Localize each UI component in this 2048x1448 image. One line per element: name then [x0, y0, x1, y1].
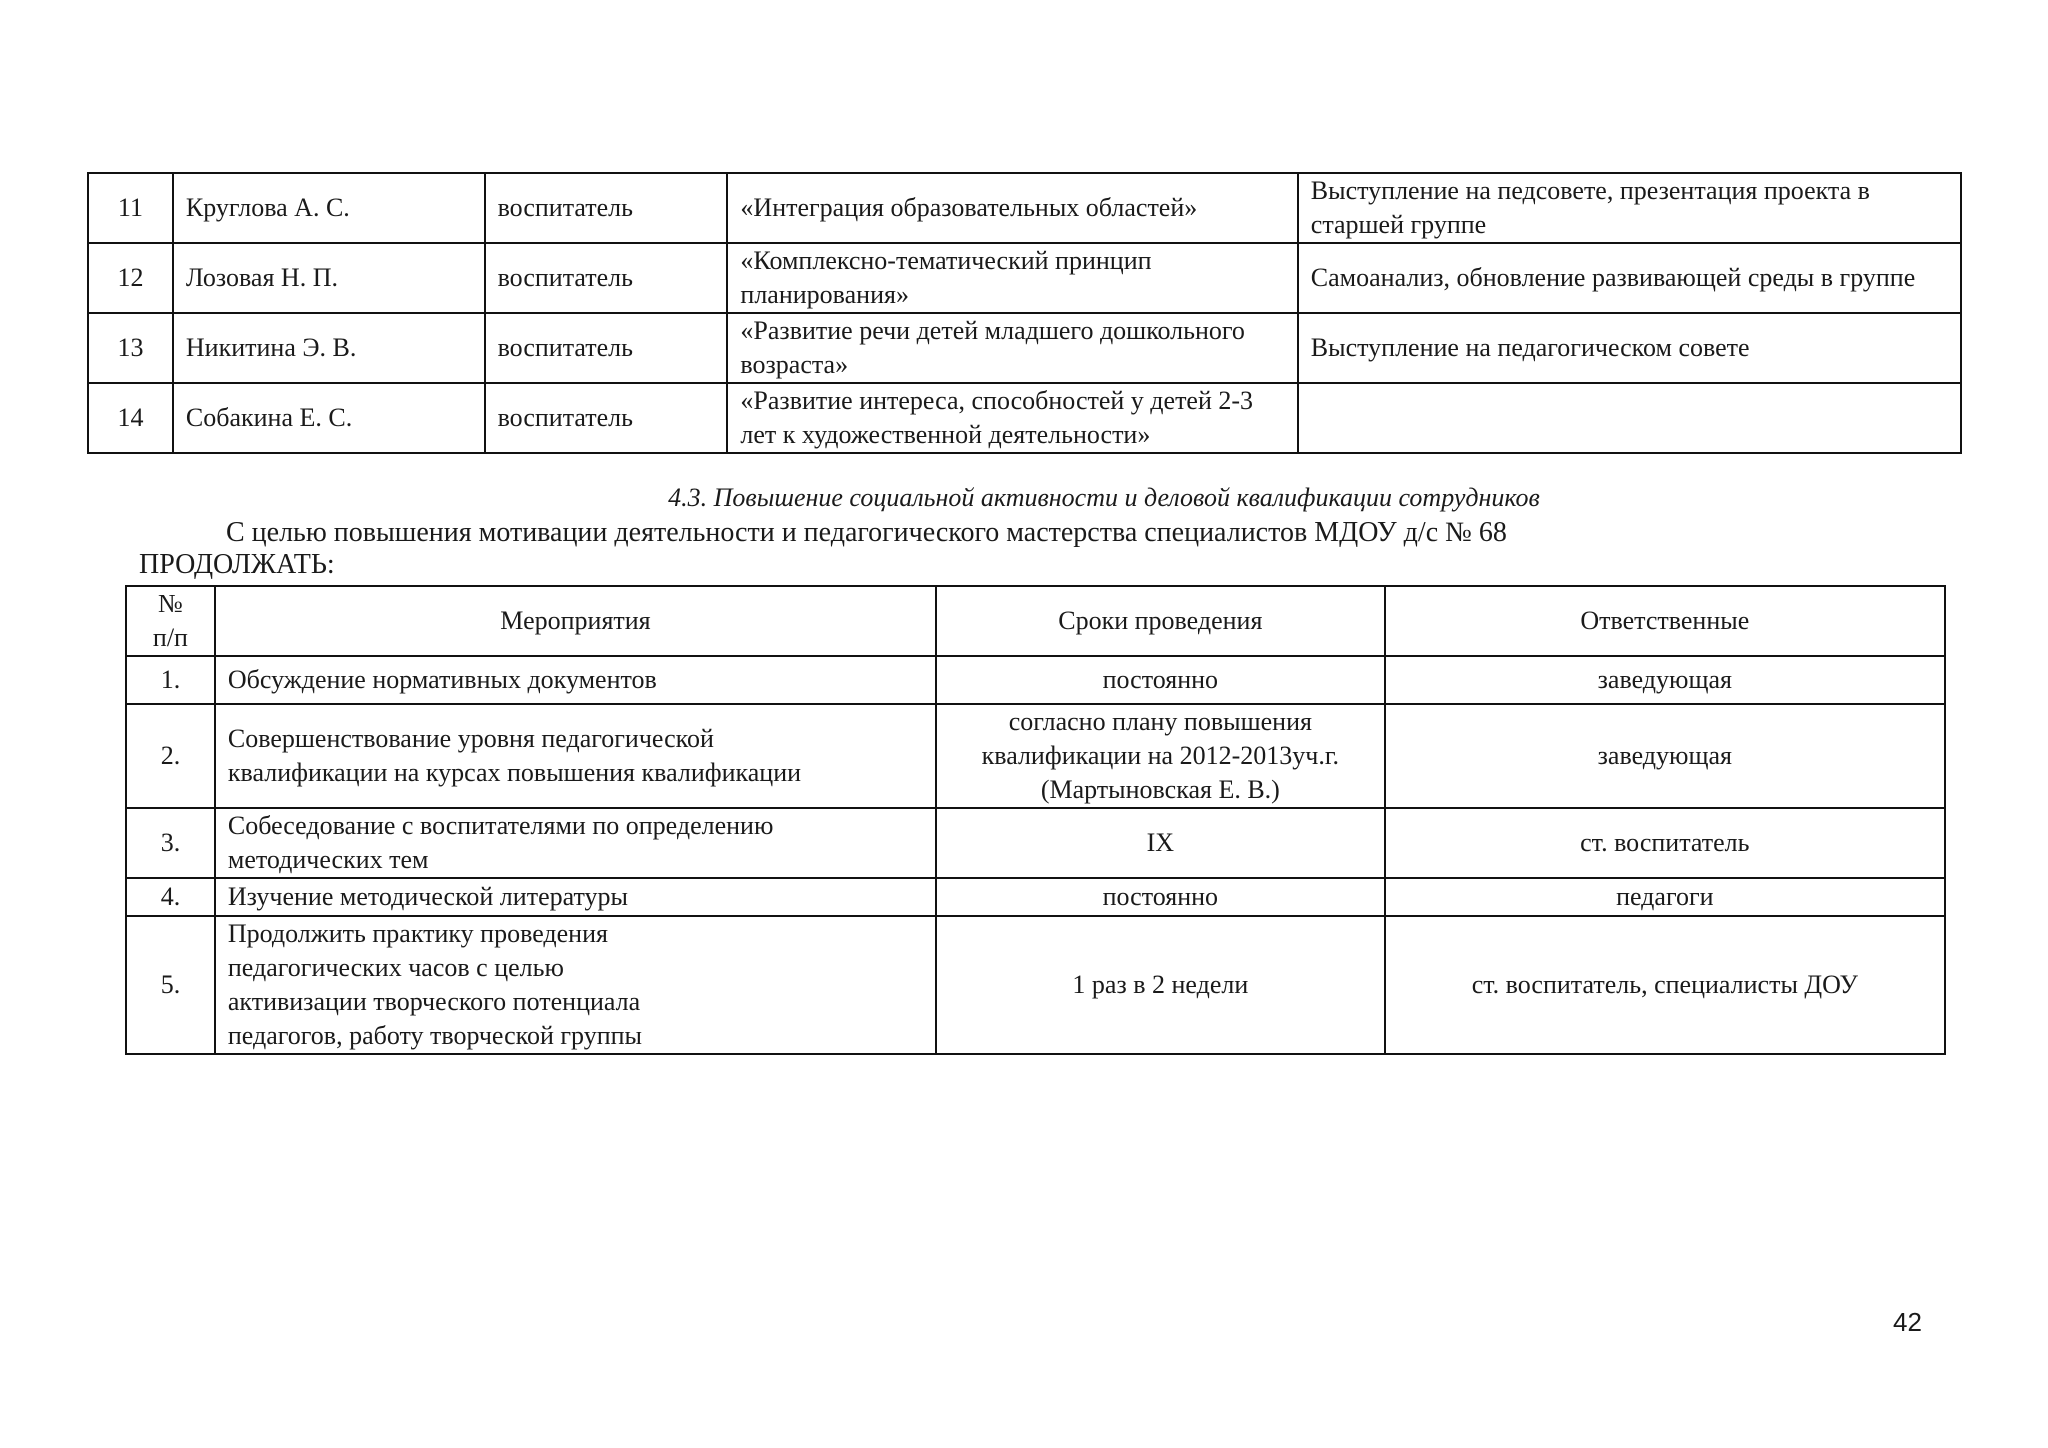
table-row [88, 243, 1961, 313]
teacher-position: воспитатель [485, 243, 728, 313]
row-number: 14 [88, 383, 173, 453]
self-education-topic: «Развитие речи детей младшего дошкольного возраста» [727, 313, 1297, 383]
event-cell: Изучение методической литературы [215, 878, 936, 916]
activities-table [125, 585, 1946, 1055]
teachers-topics-table [87, 172, 1962, 454]
responsible-cell: ст. воспитатель [1385, 808, 1945, 878]
teacher-position: воспитатель [485, 313, 728, 383]
header-dates: Сроки проведения [936, 586, 1385, 656]
result-form: Выступление на педсовете, презентация проекта в старшей группе [1298, 173, 1961, 243]
self-education-topic: «Интеграция образовательных областей» [727, 173, 1297, 243]
teacher-name: Лозовая Н. П. [173, 243, 485, 313]
dates-cell: 1 раз в 2 недели [936, 916, 1385, 1054]
result-form: Выступление на педагогическом совете [1298, 313, 1961, 383]
intro-text: С целью повышения мотивации деятельности и педагогического мастерства специалистов МДОУ д/с № 68 [226, 517, 1507, 548]
table-row [88, 383, 1961, 453]
row-number: 5. [126, 916, 215, 1054]
result-form [1298, 383, 1961, 453]
dates-cell: постоянно [936, 656, 1385, 704]
responsible-cell: заведующая [1385, 656, 1945, 704]
event-cell: Обсуждение нормативных документов [215, 656, 936, 704]
responsible-cell: заведующая [1385, 704, 1945, 808]
responsible-cell: ст. воспитатель, специалисты ДОУ [1385, 916, 1945, 1054]
page-number: 42 [1893, 1307, 1922, 1337]
event-cell: Продолжить практику проведения педагогических часов с целью активизации творческого потенциала педагогов, работу творческой группы [215, 916, 936, 1054]
teacher-name: Никитина Э. В. [173, 313, 485, 383]
row-number: 2. [126, 704, 215, 808]
self-education-topic: «Развитие интереса, способностей у детей 2-3 лет к художественной деятельности» [727, 383, 1297, 453]
result-form: Самоанализ, обновление развивающей среды в группе [1298, 243, 1961, 313]
row-number: 11 [88, 173, 173, 243]
responsible-cell: педагоги [1385, 878, 1945, 916]
dates-cell: постоянно [936, 878, 1385, 916]
table-row [126, 808, 1945, 878]
self-education-topic: «Комплексно-тематический принцип планирования» [727, 243, 1297, 313]
section-heading: 4.3. Повышение социальной активности и деловой квалификации сотрудников [668, 483, 1540, 512]
intro-continue-label: ПРОДОЛЖАТЬ: [139, 549, 335, 580]
table-row [126, 878, 1945, 916]
header-responsible: Ответственные [1385, 586, 1945, 656]
row-number: 3. [126, 808, 215, 878]
table-row [126, 656, 1945, 704]
dates-cell: IX [936, 808, 1385, 878]
event-cell: Собеседование с воспитателями по определению методических тем [215, 808, 936, 878]
event-cell: Совершенствование уровня педагогической квалификации на курсах повышения квалификации [215, 704, 936, 808]
table-row [126, 704, 1945, 808]
table-header-row [126, 586, 1945, 656]
teacher-position: воспитатель [485, 383, 728, 453]
table-row [126, 916, 1945, 1054]
teacher-name: Собакина Е. С. [173, 383, 485, 453]
teacher-name: Круглова А. С. [173, 173, 485, 243]
table-row [88, 313, 1961, 383]
header-event: Мероприятия [215, 586, 936, 656]
row-number: 1. [126, 656, 215, 704]
row-number: 4. [126, 878, 215, 916]
header-number: № п/п [126, 586, 215, 656]
dates-cell: согласно плану повышения квалификации на 2012-2013уч.г. (Мартыновская Е. В.) [936, 704, 1385, 808]
row-number: 12 [88, 243, 173, 313]
table-row [88, 173, 1961, 243]
row-number: 13 [88, 313, 173, 383]
teacher-position: воспитатель [485, 173, 728, 243]
